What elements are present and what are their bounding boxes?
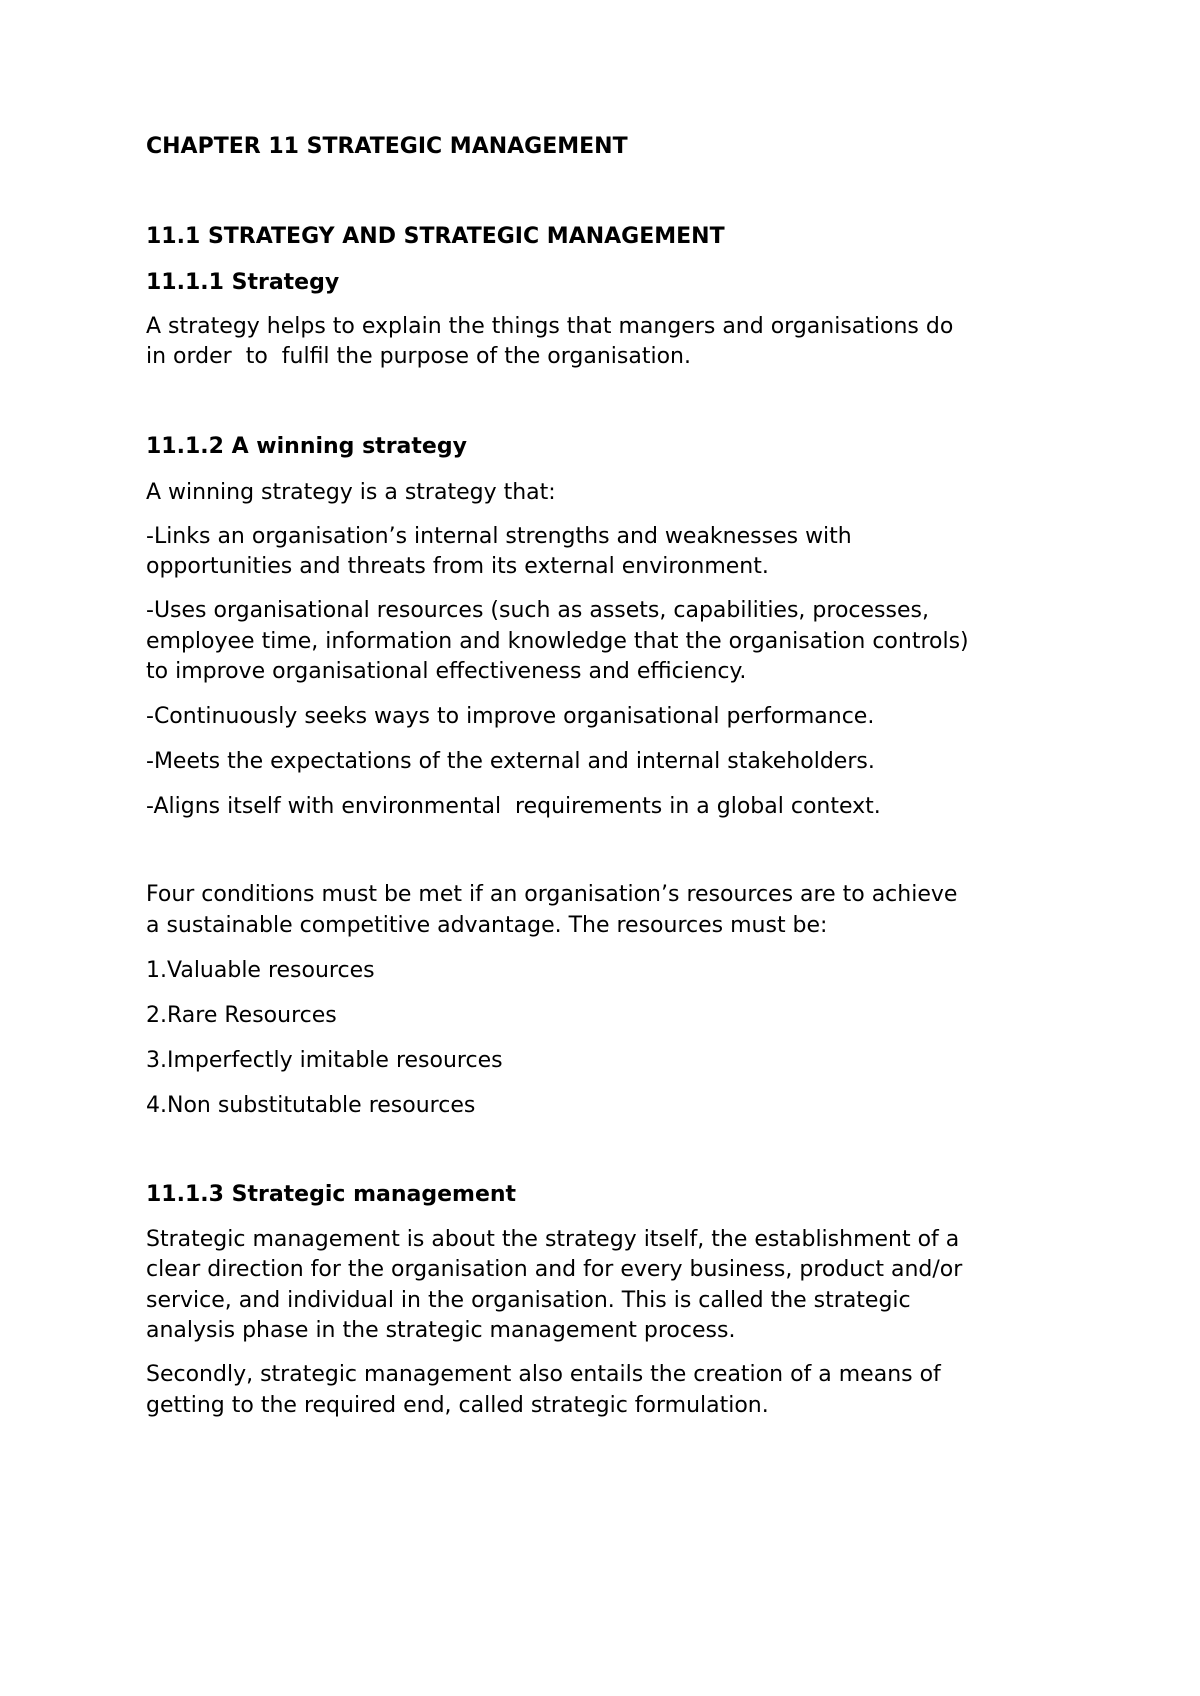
subsection-heading-strategic-management: 11.1.3 Strategic management [146,1182,517,1207]
subsection-heading-winning-strategy: 11.1.2 A winning strategy [146,434,467,459]
resource-list-item: 4.Non substitutable resources [146,1093,476,1118]
strategic-management-paragraph-line: analysis phase in the strategic management process. [146,1318,736,1343]
chapter-title: CHAPTER 11 STRATEGIC MANAGEMENT [146,134,628,159]
winning-point-line: -Links an organisation’s internal strengths and weaknesses with [146,524,852,549]
strategic-formulation-paragraph-line: Secondly, strategic management also entails the creation of a means of [146,1362,941,1387]
resource-list-item: 1.Valuable resources [146,958,375,983]
winning-strategy-intro: A winning strategy is a strategy that: [146,480,556,505]
winning-point-line: to improve organisational effectiveness and efficiency. [146,659,747,684]
winning-point-line: -Continuously seeks ways to improve organisational performance. [146,704,875,729]
subsection-heading-strategy: 11.1.1 Strategy [146,270,340,295]
section-title: 11.1 STRATEGY AND STRATEGIC MANAGEMENT [146,224,725,249]
winning-point-line: opportunities and threats from its external environment. [146,554,769,579]
strategic-formulation-paragraph-line: getting to the required end, called strategic formulation. [146,1393,769,1418]
strategic-management-paragraph-line: service, and individual in the organisation. This is called the strategic [146,1288,911,1313]
strategic-management-paragraph-line: Strategic management is about the strategy itself, the establishment of a [146,1227,960,1252]
document-page [146,0,1106,1696]
conditions-paragraph-line: a sustainable competitive advantage. The resources must be: [146,913,828,938]
winning-point-line: -Meets the expectations of the external and internal stakeholders. [146,749,875,774]
strategy-paragraph-line: A strategy helps to explain the things that mangers and organisations do [146,314,954,339]
winning-point-line: employee time, information and knowledge that the organisation controls) [146,629,969,654]
resource-list-item: 2.Rare Resources [146,1003,337,1028]
strategic-management-paragraph-line: clear direction for the organisation and for every business, product and/or [146,1257,963,1282]
winning-point-line: -Uses organisational resources (such as assets, capabilities, processes, [146,598,929,623]
resource-list-item: 3.Imperfectly imitable resources [146,1048,503,1073]
strategy-paragraph-line: in order to fulfil the purpose of the organisation. [146,344,691,369]
winning-point-line: -Aligns itself with environmental requirements in a global context. [146,794,881,819]
conditions-paragraph-line: Four conditions must be met if an organisation’s resources are to achieve [146,882,958,907]
